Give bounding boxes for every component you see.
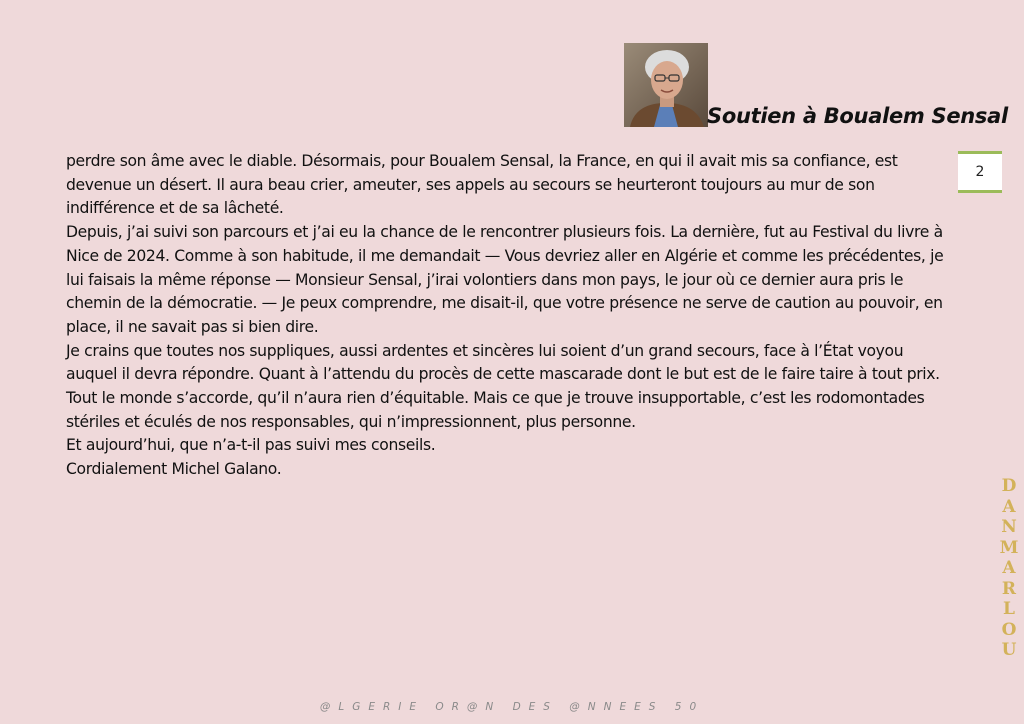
signature-line: Cordialement Michel Galano. <box>66 460 282 479</box>
page-number: 2 <box>975 164 985 180</box>
person-portrait-icon <box>624 43 708 127</box>
article-body <box>66 150 956 482</box>
paragraph-4: Et aujourd’hui, que n’a-t-il pas suivi mes conseils. <box>66 436 436 455</box>
paragraph-2: Depuis, j’ai suivi son parcours et j’ai eu la chance de le rencontrer plusieurs fois. La dernière, fut au Festival du livre à Nice de 2024. Comme à son habitude, il me demandait — Vous devriez aller en Algérie et comme les précédentes, je lui faisais la même réponse — Monsieur Sensal, j’irai volontiers dans mon pays, le jour où ce dernier aura pris le chemin de la démocratie. — Je peux comprendre, me disait-il, que votre présence ne serve de caution au pouvoir, en place, il ne savait pas si bien dire. <box>66 223 944 336</box>
side-mark-letter: L <box>1003 599 1015 619</box>
side-mark-letter: O <box>1001 619 1017 640</box>
side-mark-letter: A <box>1002 496 1016 517</box>
side-mark-letter: D <box>1001 476 1017 496</box>
page-number-badge <box>958 151 1002 193</box>
page-title: Soutien à Boualem Sensal <box>707 104 1008 128</box>
author-portrait <box>624 43 708 127</box>
side-mark-letter: R <box>1001 578 1017 599</box>
vertical-side-mark <box>1000 476 1018 661</box>
paragraph-1: perdre son âme avec le diable. Désormais, pour Boualem Sensal, la France, en qui il avait mis sa confiance, est devenue un désert. Il aura beau crier, ameuter, ses appels au secours se heurteront toujours au mur de son indifférence et de sa lâcheté. <box>66 152 898 218</box>
side-mark-letter: M <box>999 537 1019 558</box>
side-mark-letter: A <box>1002 558 1016 578</box>
paragraph-3: Je crains que toutes nos suppliques, aussi ardentes et sincères lui soient d’un grand secours, face à l’État voyou auquel il devra répondre. Quant à l’attendu du procès de cette mascarade dont le but est de le faire taire à tout prix. Tout le monde s’accorde, qu’il n’aura rien d’équitable. Mais ce que je trouve insupportable, c’est les rodomontades stériles et éculés de nos responsables, qui n’impressionnent, plus personne. <box>66 341 940 431</box>
footer-caption: @LGERIE OR@N DES @NNEES 50 <box>319 701 705 713</box>
side-mark-letter: N <box>1001 517 1017 537</box>
side-mark-letter: U <box>1001 640 1017 660</box>
